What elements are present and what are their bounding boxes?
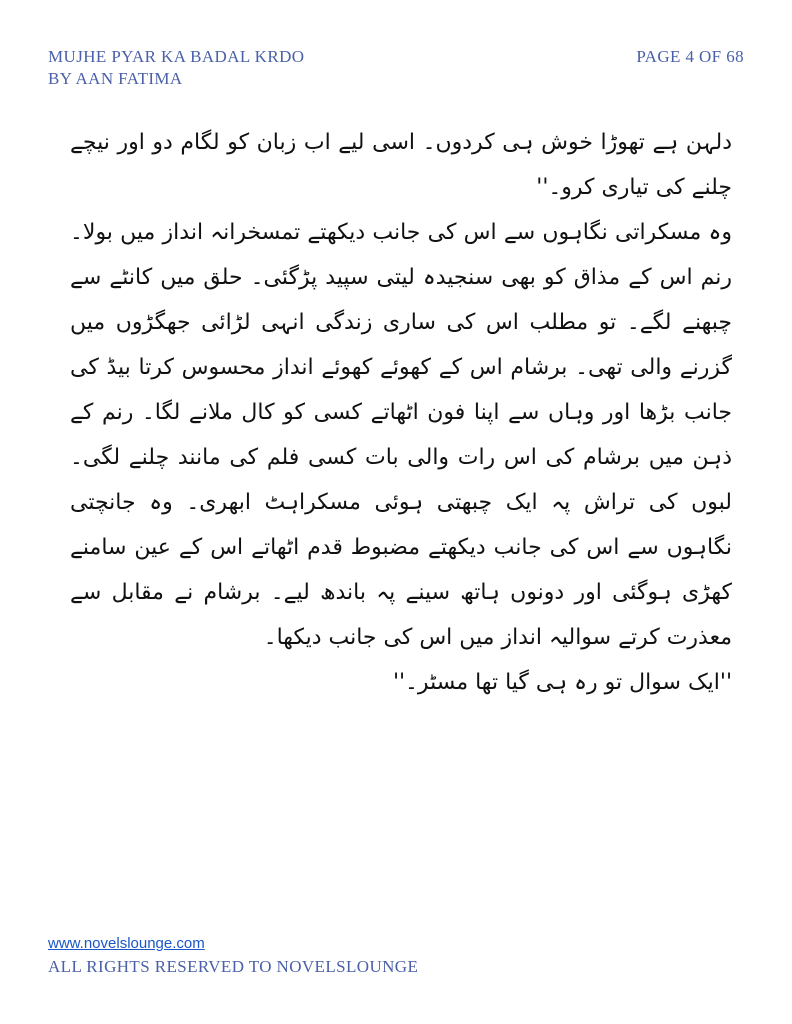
paragraph-3: ''ایک سوال تو رہ ہی گیا تھا مسٹر۔'' bbox=[392, 670, 732, 695]
document-header-left bbox=[48, 46, 304, 90]
story-text bbox=[70, 120, 732, 705]
paragraph-1: دلہن ہے تھوڑا خوش ہی کردوں۔ اسی لیے اب زبان کو لگام دو اور نیچے چلنے کی تیاری کرو۔'' bbox=[70, 130, 732, 200]
website-link[interactable]: www.novelslounge.com bbox=[48, 935, 205, 952]
author-line: BY AAN FATIMA bbox=[48, 69, 183, 88]
paragraph-2: وہ مسکراتی نگاہوں سے اس کی جانب دیکھتے تمسخرانہ انداز میں بولا۔ رنم اس کے مذاق کو بھی سنجیدہ لیتی سپید پڑگئی۔ حلق میں کانٹے سے چبھنے لگے۔ تو مطلب اس کی ساری زندگی انہی لڑائی جھگڑوں میں گزرنے والی تھی۔ برشام اس کے کھوئے کھوئے انداز محسوس کرتا بیڈ کی جانب بڑھا اور وہاں سے اپنا فون اٹھاتے کسی کو کال ملانے لگا۔ رنم کے ذہن میں برشام کی اس رات والی بات کسی فلم کی مانند چلنے لگی۔ لبوں کی تراش پہ ایک چبھتی ہوئی مسکراہٹ ابھری۔ وہ جانچتی نگاہوں سے اس کی جانب دیکھتے مضبوط قدم اٹھاتے اس کے عین سامنے کھڑی ہوگئی اور دونوں ہاتھ سینے پہ باندھ لیے۔ برشام نے مقابل سے معذرت کرتے سوالیہ انداز میں اس کی جانب دیکھا۔ bbox=[70, 220, 732, 650]
page-number: PAGE 4 OF 68 bbox=[636, 47, 744, 66]
copyright-notice: ALL RIGHTS RESERVED TO NOVELSLOUNGE bbox=[48, 957, 419, 976]
book-title: MUJHE PYAR KA BADAL KRDO bbox=[48, 47, 305, 66]
